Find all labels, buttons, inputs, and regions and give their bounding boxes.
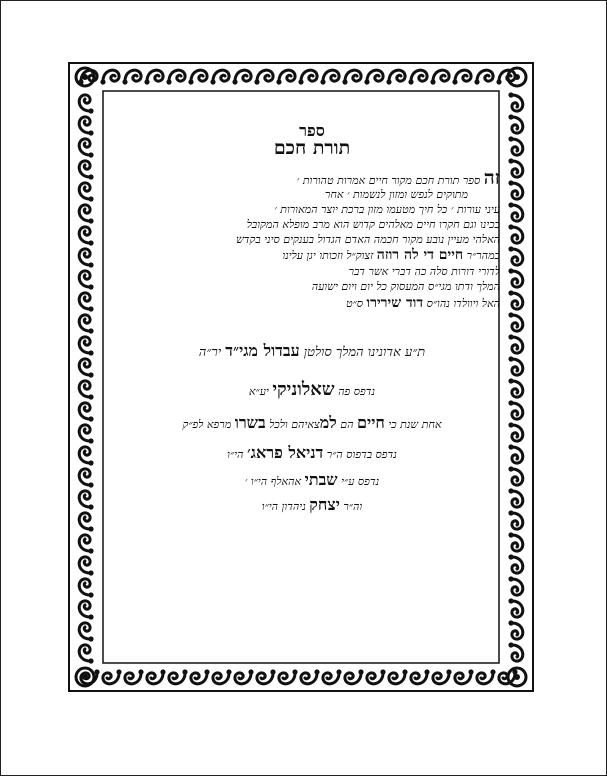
border-ornament: [213, 669, 232, 683]
border-ornament: [191, 669, 210, 683]
border-ornament: [508, 246, 522, 265]
border-ornament: [79, 557, 93, 576]
border-ornament: [508, 532, 522, 551]
border-ornament: [508, 356, 522, 375]
author-suffix: זצוק״ל וזכותו יגן עלינו: [282, 249, 374, 262]
king-prefix: ת״ע אדונינו המלך סולטן: [303, 345, 426, 360]
year-word-3: בשרו: [234, 413, 266, 432]
border-ornament: [386, 70, 405, 84]
border-ornament: [345, 669, 364, 683]
opening-word: זה: [483, 167, 500, 189]
border-corner-dot: [514, 674, 520, 680]
border-ornament: [508, 224, 522, 243]
paragraph-line-1: [297, 169, 500, 188]
border-ornament: [508, 510, 522, 529]
typesetter-suffix: אהאלף הי״ו ׳: [244, 475, 302, 488]
paragraph-line-3: עיני עורות ׳ כל חיך מטעמו מזון ברכת יוצר המאורות ׳: [274, 203, 500, 216]
border-ornament: [79, 293, 93, 312]
year-word-2: למ: [319, 413, 337, 432]
sefer-label: ספר: [299, 121, 325, 140]
border-ornament: [364, 70, 383, 84]
paragraph-line-4: ככינו וגם חקרו חיים מאלהים קדוש הוא מרב מופלא המקובל: [246, 218, 500, 231]
book-title: תורת חכם: [273, 137, 351, 159]
border-ornament: [79, 227, 93, 246]
border-ornament: [169, 669, 188, 683]
border-ornament: [79, 337, 93, 356]
border-ornament: [79, 139, 93, 158]
border-ornament: [433, 669, 452, 683]
border-ornament: [79, 183, 93, 202]
border-ornament: [100, 70, 119, 84]
border-ornament: [79, 315, 93, 334]
border-ornament: [279, 669, 298, 683]
border-ornament: [455, 669, 474, 683]
border-ornament: [508, 158, 522, 177]
border-ornament: [166, 70, 185, 84]
border-ornament: [496, 70, 515, 84]
border-ornament: [144, 70, 163, 84]
border-ornament: [408, 70, 427, 84]
year-line: [116, 415, 508, 431]
border-ornament: [79, 535, 93, 554]
border-ornament: [79, 491, 93, 510]
paragraph-line-1-text: ספר תורת חכם מקור חיים אמרות טהורות ׳: [296, 174, 481, 187]
city-suffix: יע״א: [248, 385, 269, 398]
border-ornament: [79, 381, 93, 400]
border-ornament: [508, 202, 522, 221]
paragraph-line-7: לדורי דורות סלה כה דברי אשר דבר: [348, 265, 500, 278]
paragraph-line-5: האלהי מעיין נובע מקור חכמה האדם הגדול בענקים סיני בקדש: [236, 233, 500, 246]
year-middle-1: הם: [340, 418, 354, 431]
border-ornament: [508, 268, 522, 287]
author-name: חיים די לה רוזה: [376, 247, 464, 263]
paragraph-line-6: [282, 248, 500, 262]
border-ornament: [508, 136, 522, 155]
city-prefix: נדפס פה: [338, 385, 376, 398]
paragraph-line-2: מתוקים לנפש ומזון לנשמות ׳ אחר: [324, 188, 468, 201]
border-ornament: [79, 271, 93, 290]
border-ornament: [79, 645, 93, 664]
border-ornament: [508, 554, 522, 573]
title-page-content: [116, 111, 508, 611]
border-ornament: [452, 70, 471, 84]
printer-line: [116, 445, 508, 461]
border-ornament: [79, 205, 93, 224]
editor-name: דוד שירירו: [366, 295, 424, 311]
border-ornament: [79, 425, 93, 444]
border-corner-dot: [82, 674, 88, 680]
printer-prefix: נדפס בדפוס ה״ר: [326, 448, 397, 461]
border-ornament: [79, 117, 93, 136]
year-word-1: חיים: [357, 413, 385, 432]
assistant-prefix: וה״ר: [343, 500, 363, 513]
border-ornament: [79, 359, 93, 378]
border-ornament: [79, 249, 93, 268]
border-ornament: [508, 488, 522, 507]
border-ornament: [508, 290, 522, 309]
border-ornament: [254, 70, 273, 84]
border-corner-dot: [514, 74, 520, 80]
border-ornament: [474, 70, 493, 84]
border-ornament: [477, 669, 496, 683]
printer-name: דניאל פראג׳: [246, 443, 324, 462]
border-corner-dot: [82, 74, 88, 80]
border-ornament: [508, 400, 522, 419]
border-ornament: [508, 312, 522, 331]
border-ornament: [508, 180, 522, 199]
year-suffix: מרפא לפ״ק: [182, 418, 232, 431]
border-ornament: [508, 114, 522, 133]
border-ornament: [508, 334, 522, 353]
border-ornament: [276, 70, 295, 84]
border-ornament: [122, 70, 141, 84]
paragraph-line-8: המלך ודתו מגי״ס המעסוק כל יום ויום ישועה: [311, 280, 500, 293]
border-ornament: [298, 70, 317, 84]
border-ornament: [508, 620, 522, 639]
border-ornament: [367, 669, 386, 683]
border-ornament: [430, 70, 449, 84]
border-ornament: [125, 669, 144, 683]
year-prefix: אחת שנת כי: [388, 418, 442, 431]
king-line: [116, 343, 508, 359]
border-ornament: [508, 598, 522, 617]
border-ornament: [79, 623, 93, 642]
author-prefix: כמהר״ר: [466, 249, 500, 262]
border-ornament: [79, 601, 93, 620]
border-ornament: [508, 576, 522, 595]
border-ornament: [147, 669, 166, 683]
border-ornament: [257, 669, 276, 683]
border-ornament: [323, 669, 342, 683]
border-ornament: [508, 422, 522, 441]
typesetter-prefix: נדפס ע״י: [341, 475, 380, 488]
border-ornament: [79, 161, 93, 180]
typesetter-line: [116, 472, 508, 488]
border-ornament: [508, 92, 522, 111]
border-ornament: [389, 669, 408, 683]
border-ornament: [79, 403, 93, 422]
king-name: עבדול מגי״ד: [225, 341, 300, 360]
assistant-suffix: ניהדון הי״ו: [261, 500, 306, 513]
year-middle-2: צאיהם ולכל: [269, 418, 320, 431]
border-ornament: [79, 469, 93, 488]
paragraph-line-9: [346, 296, 500, 310]
border-ornament: [342, 70, 361, 84]
printer-suffix: הי״ו: [227, 448, 244, 461]
editor-prefix: האל ויוולדו נהו״ס: [426, 297, 500, 310]
border-ornament: [411, 669, 430, 683]
king-suffix: יר״ה: [198, 345, 222, 360]
border-ornament: [508, 642, 522, 661]
assistant-line: [116, 497, 508, 513]
editor-suffix: ס״ט: [345, 297, 364, 310]
border-ornament: [79, 447, 93, 466]
city-line: [116, 381, 508, 399]
border-ornament: [79, 579, 93, 598]
border-ornament: [508, 466, 522, 485]
border-ornament: [320, 70, 339, 84]
border-ornament: [188, 70, 207, 84]
assistant-name: יצחק: [309, 495, 340, 514]
border-ornament: [301, 669, 320, 683]
border-ornament: [79, 513, 93, 532]
border-ornament: [508, 444, 522, 463]
border-ornament: [235, 669, 254, 683]
border-ornament: [508, 378, 522, 397]
border-ornament: [103, 669, 122, 683]
border-ornament: [210, 70, 229, 84]
city-name: שאלוניקי: [272, 379, 335, 400]
border-ornament: [79, 95, 93, 114]
typesetter-name: שבתי: [304, 470, 338, 489]
border-ornament: [232, 70, 251, 84]
